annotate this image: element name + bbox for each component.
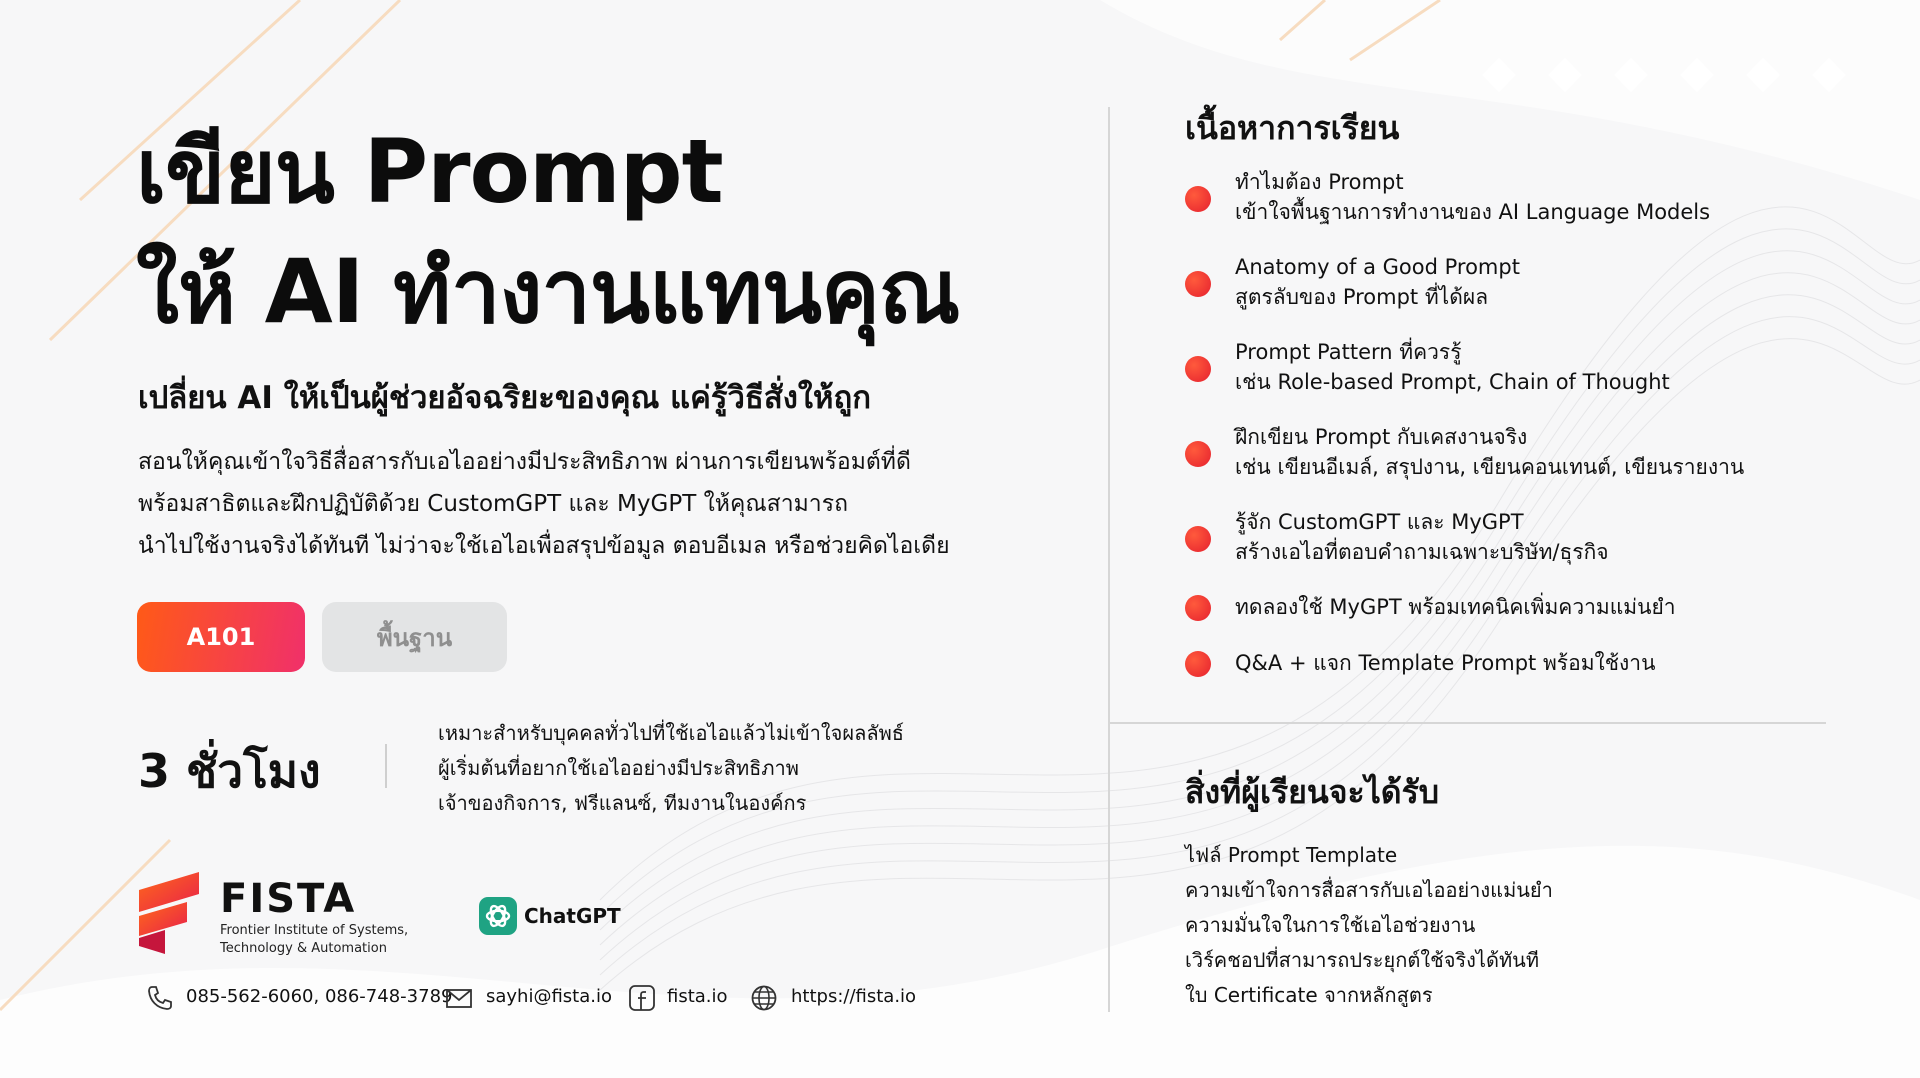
fista-full-name-line: Frontier Institute of Systems, xyxy=(220,923,409,938)
outline-item-detail: เช่น Role-based Prompt, Chain of Thought xyxy=(1235,370,1670,394)
email-link[interactable]: sayhi@fista.io xyxy=(486,986,613,1007)
phone-icon xyxy=(146,984,174,1012)
target-audience xyxy=(438,716,904,821)
outline-item-detail: สูตรลับของ Prompt ที่ได้ผล xyxy=(1235,285,1489,309)
benefit-item: ไฟล์ Prompt Template xyxy=(1185,843,1398,867)
description-line: นำไปใช้งานจริงได้ทันที ไม่ว่าจะใช้เอไอเพื่อสรุปข้อมูล ตอบอีเมล หรือช่วยคิดไอเดีย xyxy=(138,533,950,559)
bullet-icon xyxy=(1185,271,1211,297)
description-line: สอนให้คุณเข้าใจวิธีสื่อสารกับเอไออย่างมีประสิทธิภาพ ผ่านการเขียนพร้อมต์ที่ดี xyxy=(138,449,911,475)
bullet-icon xyxy=(1185,356,1211,382)
outline-item xyxy=(1185,592,1825,624)
website-link[interactable]: https://fista.io xyxy=(791,986,917,1007)
facebook-link[interactable]: fista.io xyxy=(667,986,728,1007)
bullet-icon xyxy=(1185,186,1211,212)
course-description xyxy=(138,441,998,567)
benefit-item: ความมั่นใจในการใช้เอไอช่วยงาน xyxy=(1185,913,1476,937)
course-level-badge: พื้นฐาน xyxy=(322,602,507,672)
column-divider xyxy=(1108,107,1110,1012)
phone-numbers: 085-562-6060, 086-748-3789 xyxy=(186,986,453,1007)
audience-line: เหมาะสำหรับบุคคลทั่วไปที่ใช้เอไอแล้วไม่เข้าใจผลลัพธ์ xyxy=(438,721,905,745)
outline-item xyxy=(1185,252,1825,314)
audience-line: เจ้าของกิจการ, ฟรีแลนซ์, ทีมงานในองค์กร xyxy=(438,791,807,815)
mail-icon xyxy=(445,984,473,1012)
section-divider xyxy=(1108,722,1826,724)
page-subtitle: เปลี่ยน AI ให้เป็นผู้ช่วยอัจฉริยะของคุณ แค่รู้วิธีสั่งให้ถูก xyxy=(138,380,872,416)
outline-item xyxy=(1185,167,1825,229)
outline-item-title: Anatomy of a Good Prompt xyxy=(1235,255,1520,279)
page-title-line2: ให้ AI ทำงานแทนคุณ xyxy=(136,240,960,343)
benefit-item: ความเข้าใจการสื่อสารกับเอไออย่างแม่นยำ xyxy=(1185,878,1553,902)
outline-item-title: ฝึกเขียน Prompt กับเคสงานจริง xyxy=(1235,425,1528,449)
outline-item-detail: สร้างเอไอที่ตอบคำถามเฉพาะบริษัท/ธุรกิจ xyxy=(1235,540,1609,564)
description-line: พร้อมสาธิตและฝึกปฏิบัติด้วย CustomGPT และ MyGPT ให้คุณสามารถ xyxy=(138,491,848,517)
bullet-icon xyxy=(1185,651,1211,677)
outline-item-title: Prompt Pattern ที่ควรรู้ xyxy=(1235,340,1462,364)
outline-item-detail: เข้าใจพื้นฐานการทำงานของ AI Language Models xyxy=(1235,200,1711,224)
outline-item xyxy=(1185,337,1825,399)
page-title-line1: เขียน Prompt xyxy=(136,120,723,223)
outline-item xyxy=(1185,507,1825,569)
benefit-item: ใบ Certificate จากหลักสูตร xyxy=(1185,983,1433,1007)
outline-item-title: ทำไมต้อง Prompt xyxy=(1235,170,1404,194)
benefit-item: เวิร์คชอปที่สามารถประยุกต์ใช้จริงได้ทันที xyxy=(1185,948,1540,972)
benefits-title: สิ่งที่ผู้เรียนจะได้รับ xyxy=(1185,773,1440,811)
chatgpt-logo-icon xyxy=(479,897,517,935)
outline-item-title: Q&A + แจก Template Prompt พร้อมใช้งาน xyxy=(1235,651,1656,675)
bullet-icon xyxy=(1185,526,1211,552)
outline-item xyxy=(1185,648,1825,680)
fista-logo-icon xyxy=(137,872,203,954)
facebook-icon xyxy=(628,984,656,1012)
outline-title: เนื้อหาการเรียน xyxy=(1185,109,1400,147)
duration-divider xyxy=(385,744,387,788)
benefits-list xyxy=(1185,838,1553,1013)
chatgpt-label: ChatGPT xyxy=(524,904,621,928)
course-duration: 3 ชั่วโมง xyxy=(138,744,321,798)
globe-icon xyxy=(750,984,778,1012)
audience-line: ผู้เริ่มต้นที่อยากใช้เอไออย่างมีประสิทธิภาพ xyxy=(438,756,799,780)
fista-full-name-line: Technology & Automation xyxy=(220,941,387,956)
fista-brand-name: FISTA xyxy=(220,876,357,922)
outline-item-title: ทดลองใช้ MyGPT พร้อมเทคนิคเพิ่มความแม่นยำ xyxy=(1235,595,1676,619)
outline-item-title: รู้จัก CustomGPT และ MyGPT xyxy=(1235,510,1524,534)
bullet-icon xyxy=(1185,595,1211,621)
fista-full-name xyxy=(220,922,408,958)
bullet-icon xyxy=(1185,441,1211,467)
course-code-badge: A101 xyxy=(137,602,305,672)
outline-item xyxy=(1185,422,1825,484)
outline-item-detail: เช่น เขียนอีเมล์, สรุปงาน, เขียนคอนเทนต์, เขียนรายงาน xyxy=(1235,455,1745,479)
